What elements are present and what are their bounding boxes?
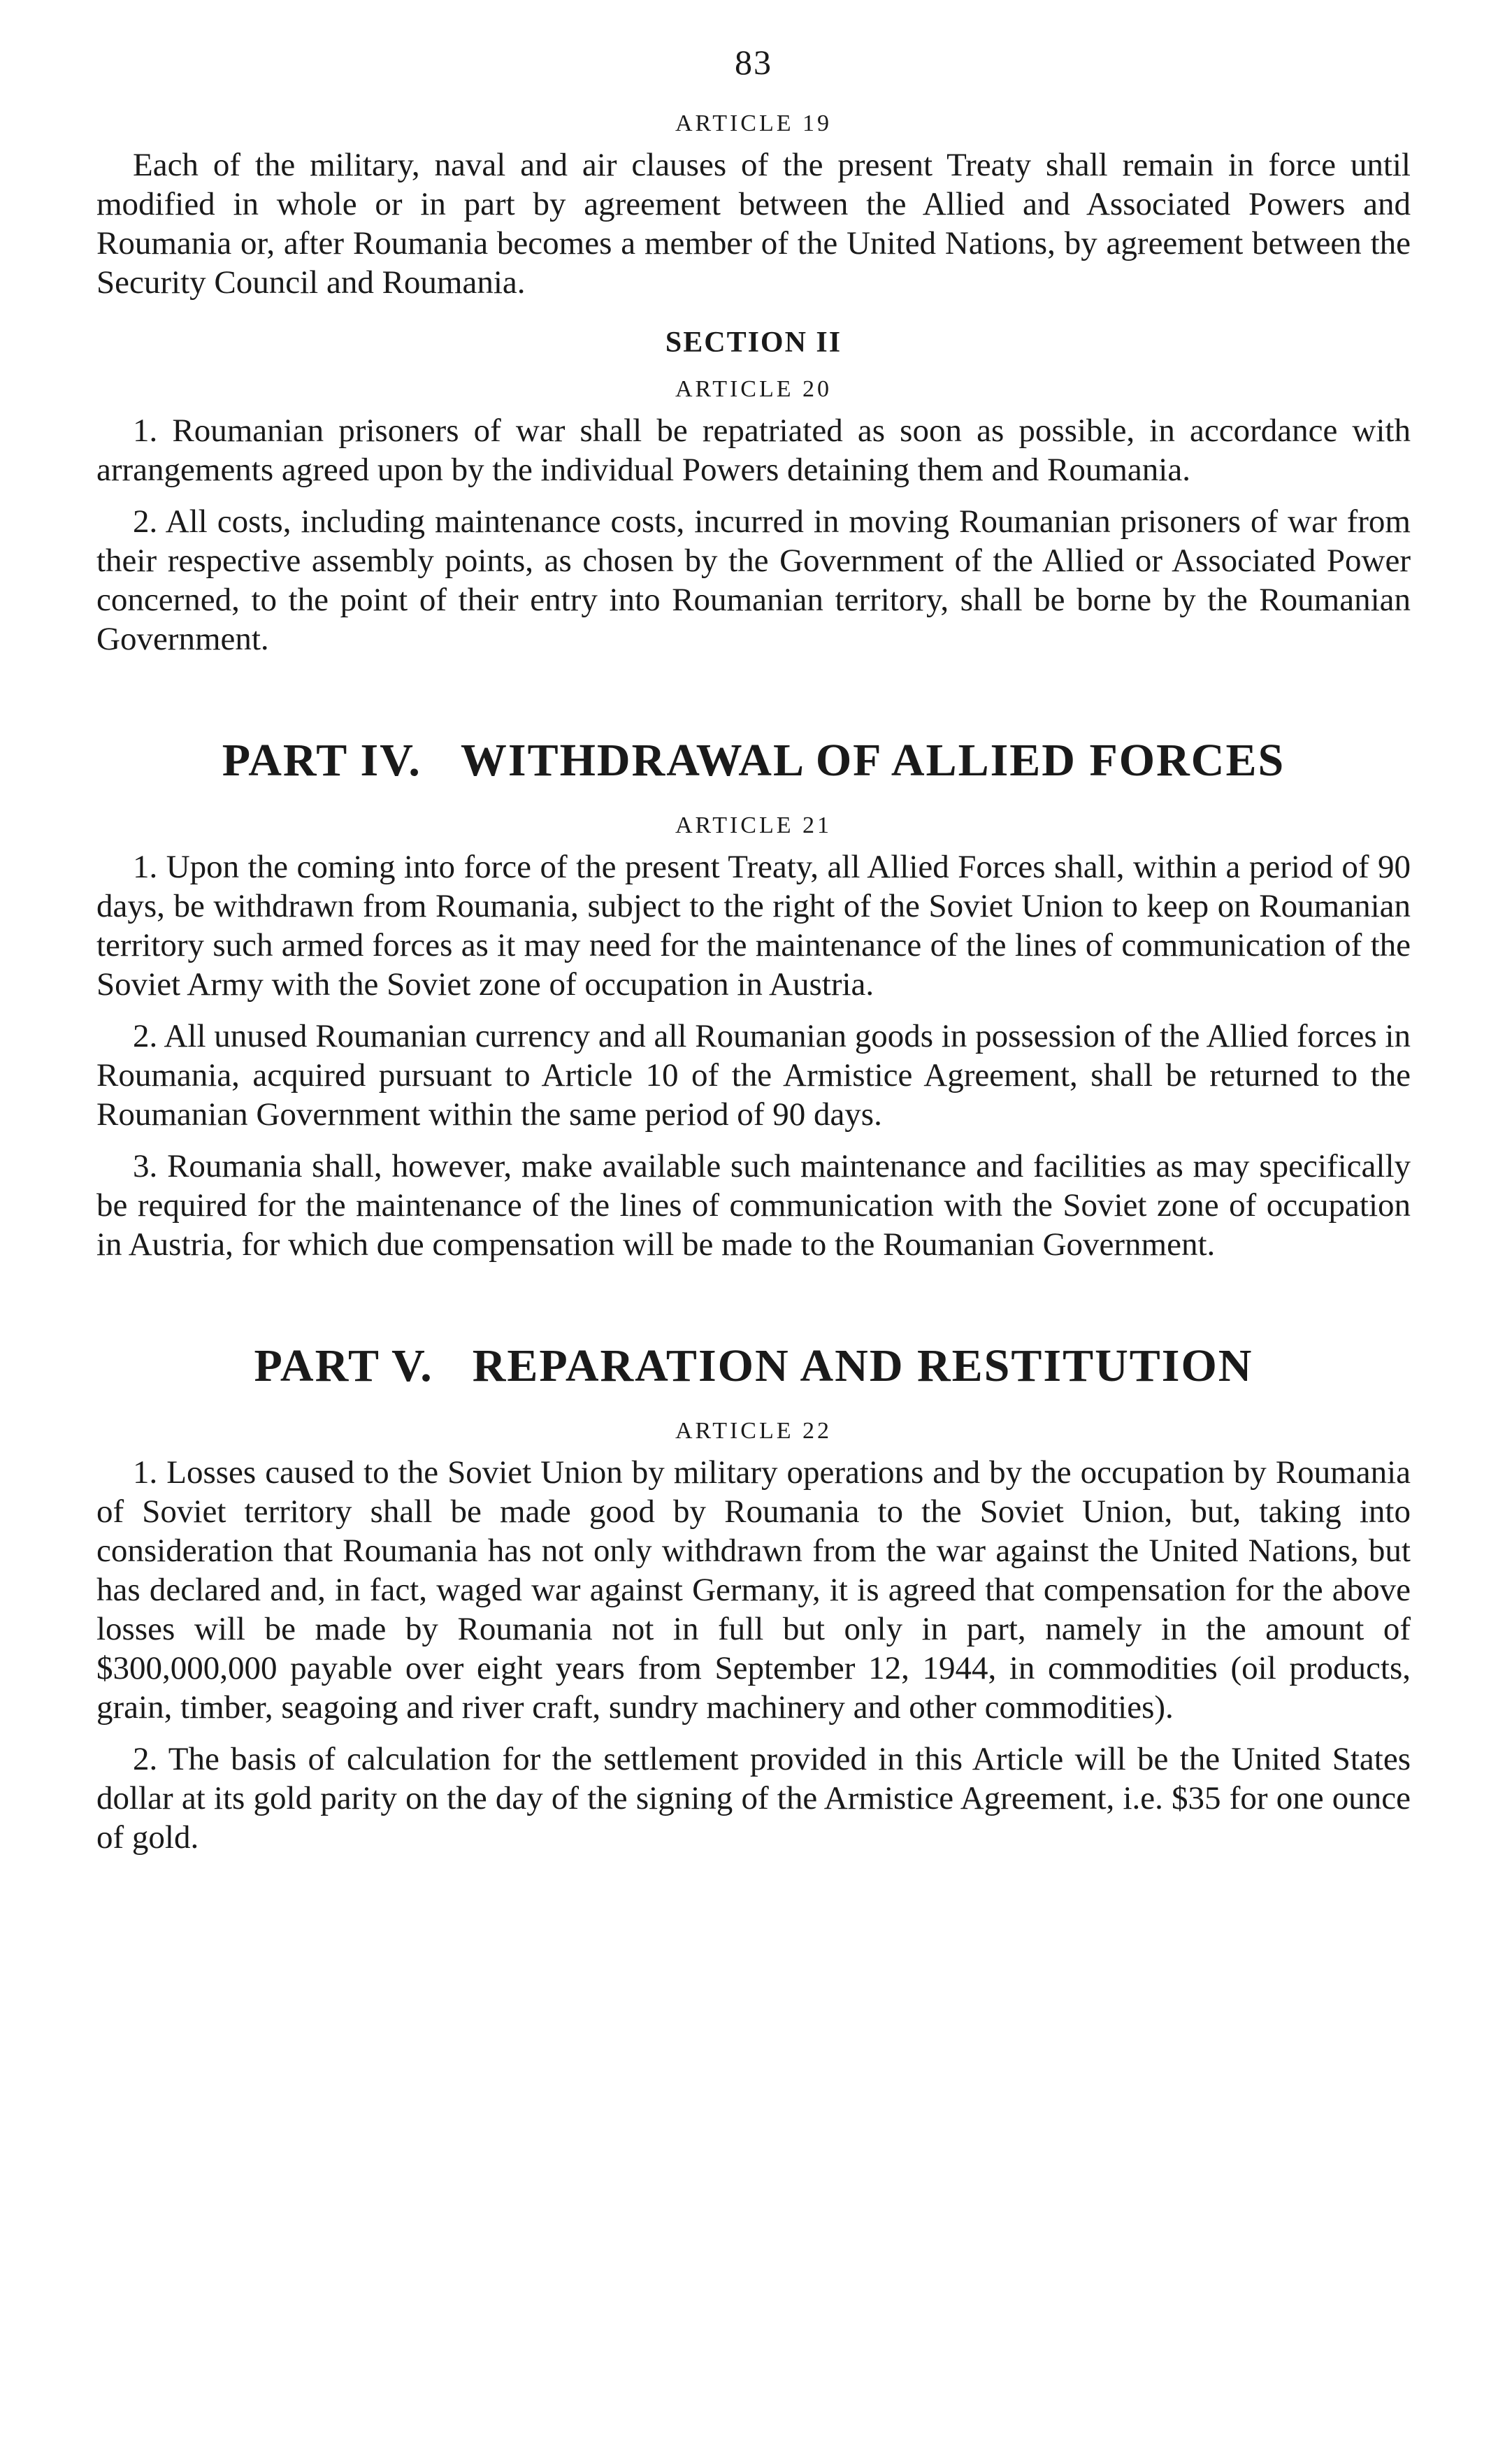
article-21-heading: ARTICLE 21 bbox=[675, 812, 832, 838]
page-number: 83 bbox=[735, 43, 772, 82]
article-21-paragraph-1: 1. Upon the coming into force of the present Treaty, all Allied Forces shall, within a period of 90 days, be withdrawn from Roumania, subject to the right of the Soviet Union to keep on Roumanian territory such armed forces as it may need for the maintenance of the lines of communication of the Soviet Army with the Soviet zone of occupation in Austria. bbox=[96, 849, 1411, 1003]
article-20-paragraph-2: 2. All costs, including maintenance costs, incurred in moving Roumanian prisoners of war from their respective assembly points, as chosen by the Government of the Allied or Associated Power concerned, to the point of their entry into Roumanian territory, shall be borne by the Roumanian Government. bbox=[96, 503, 1411, 657]
article-22-heading: ARTICLE 22 bbox=[675, 1418, 832, 1444]
article-20-heading: ARTICLE 20 bbox=[675, 376, 832, 402]
section-2-heading: SECTION II bbox=[665, 327, 842, 359]
part-5-title: REPARATION AND RESTITUTION bbox=[472, 1340, 1253, 1391]
part-4-title: WITHDRAWAL OF ALLIED FORCES bbox=[460, 735, 1286, 786]
article-22-paragraph-1: 1. Losses caused to the Soviet Union by military operations and by the occupation by Roumania of Soviet territory shall be made good by Roumania to the Soviet Union, but, taking into consideration that Roumania has not only withdrawn from the war against the United Nations, but has declared and, in fact, waged war against Germany, it is agreed that compensation for the above losses will be made by Roumania not in full but only in part, namely in the amount of $300,000,000 payable over eight years from September 12, 1944, in commodities (oil products, grain, timber, seagoing and river craft, sundry machinery and other commodities). bbox=[96, 1454, 1411, 1726]
document-page bbox=[96, 42, 1411, 1870]
article-19-heading: ARTICLE 19 bbox=[675, 110, 832, 136]
article-19-text: Each of the military, naval and air clauses of the present Treaty shall remain in force until modified in whole or in part by agreement between the Allied and Associated Powers and Roumania or, after Roumania becomes a member of the United Nations, by agreement between the Security Council and Roumania. bbox=[96, 147, 1411, 301]
part-5-number: PART V. bbox=[254, 1340, 433, 1391]
article-21-paragraph-3: 3. Roumania shall, however, make available such maintenance and facilities as may specifically be required for the maintenance of the lines of communication with the Soviet zone of occupation in Austria, for which due compensation will be made to the Roumanian Government. bbox=[96, 1148, 1411, 1263]
part-4-number: PART IV. bbox=[222, 735, 422, 786]
article-20-paragraph-1: 1. Roumanian prisoners of war shall be repatriated as soon as possible, in accordance with arrangements agreed upon by the individual Powers detaining them and Roumania. bbox=[96, 413, 1411, 488]
part-5-heading bbox=[96, 1340, 1411, 1393]
part-4-heading bbox=[96, 734, 1411, 787]
article-22-paragraph-2: 2. The basis of calculation for the settlement provided in this Article will be the United States dollar at its gold parity on the day of the signing of the Armistice Agreement, i.e. $35 for one ounce of gold. bbox=[96, 1741, 1411, 1856]
article-21-paragraph-2: 2. All unused Roumanian currency and all Roumanian goods in possession of the Allied forces in Roumania, acquired pursuant to Article 10 of the Armistice Agreement, shall be returned to the Roumanian Government within the same period of 90 days. bbox=[96, 1018, 1411, 1133]
